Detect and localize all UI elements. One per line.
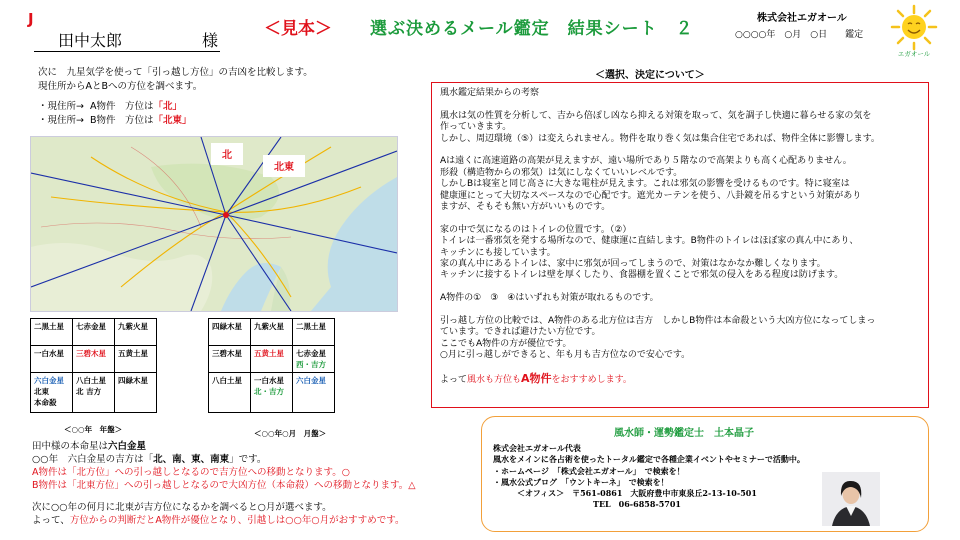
closing-prefix: よって、	[32, 515, 70, 526]
sun-logo-icon	[886, 3, 942, 59]
month-cell-br: 六白金星	[293, 373, 335, 413]
route-b-prop: B物件 方位は	[90, 115, 154, 126]
direction-map	[30, 136, 398, 312]
selection-title: ＜選択、決定について＞	[595, 70, 705, 81]
para5-line1: 引っ越し方位の比較では、A物件のある北方位は吉方 しかしB物件は本命殺という大凶方位になってしまっ	[440, 316, 876, 327]
route-b-direction: 「北東」	[153, 115, 192, 126]
route-a-label: ・現住所→	[38, 101, 84, 112]
profile-office: ＜オフィス＞ 〒561-0861 大阪府豊中市東泉丘2-13-10-501	[517, 488, 757, 499]
closing-line-1: 次に○○年の何月に北東が吉方位になるかを調べると○月が選べます。	[32, 502, 332, 513]
para4: A物件の① ③ ④はいずれも対策が取れるものです。	[440, 293, 659, 304]
lucky-dir-suffix: 」です。	[229, 454, 267, 465]
direction-explanation	[32, 440, 416, 492]
property-a-result: A物件は「北方位」への引っ越しとなるので吉方位への移動となります。○	[32, 467, 351, 478]
para1-line2: 作っていきます。	[440, 122, 512, 133]
year-cell-bc-star: 八白土星	[76, 376, 106, 385]
month-star-grid	[208, 318, 335, 413]
intro-text	[38, 66, 313, 94]
recommend-property: A物件	[521, 372, 552, 386]
consideration-head: 風水鑑定結果からの考察	[440, 88, 540, 98]
year-grid-caption: ＜○○年 年盤＞	[64, 425, 123, 434]
year-cell-mr: 五黄土星	[115, 346, 157, 373]
para1-line1: 風水は気の性質を分析して、吉から倍ぽし凶なら抑える対策を取って、気を調子し快適に暮らせる家の気を	[440, 110, 872, 121]
portrait-photo	[822, 472, 880, 526]
profile-tel: TEL 06-6858-5701	[593, 499, 681, 510]
para2-line5: ますが、そもそも無い方がいいものです。	[440, 202, 611, 213]
month-cell-tl: 四緑木星	[209, 319, 251, 346]
month-cell-bc-star: 一白水星	[254, 376, 284, 385]
year-cell-bc	[73, 373, 115, 413]
month-cell-bl: 八白土星	[209, 373, 251, 413]
year-cell-tc: 七赤金星	[73, 319, 115, 346]
month-grid-caption: ＜○○年○月 月盤＞	[254, 429, 327, 438]
route-b-label: ・現住所→	[38, 115, 84, 126]
year-cell-br: 四緑木星	[115, 373, 157, 413]
month-cell-tc: 九紫火星	[251, 319, 293, 346]
map-label-northeast: 北東	[274, 162, 294, 173]
recommend-basis: 風水も方位も	[467, 375, 522, 386]
para3-line4: 家の真ん中にあるトイレは、家中に邪気が回ってしまうので、対策はなかなか難しくなります。	[440, 259, 826, 270]
profile-details	[493, 443, 805, 511]
month-cell-mr-note: 西・吉方	[296, 360, 326, 369]
lucky-dir-prefix: ○○年 六白金星の吉方は「	[32, 454, 154, 465]
recommend-prefix: よって	[440, 375, 468, 386]
honmei-label: 田中様の本命星は	[32, 441, 109, 452]
para3-line3: キッチンにも接しています。	[440, 247, 556, 258]
month-cell-mr	[293, 346, 335, 373]
route-a-prop: A物件 方位は	[90, 101, 154, 112]
month-cell-bc	[251, 373, 293, 413]
para5-line3: ここでもA物件の方が優位です。	[440, 338, 572, 349]
sample-label: ＜見本＞	[264, 19, 332, 39]
para2-line1: Aは遠くに高速道路の高架が見えますが、遠い場所であり５階なので高架よりも高く心配ありません。	[440, 156, 852, 167]
route-a-direction: 「北」	[153, 101, 183, 112]
recommendation	[440, 373, 920, 386]
year-cell-ml: 一白水星	[31, 346, 73, 373]
month-cell-ml: 三碧木星	[209, 346, 251, 373]
month-cell-tr: 二黒土星	[293, 319, 335, 346]
month-cell-bc-note: 北・吉方	[254, 387, 284, 396]
profile-line-3: ・ホームページ 「株式会社エガオール」 で検索を！	[493, 465, 685, 476]
customer-name-line	[34, 28, 220, 52]
intro-line-1: 次に 九星気学を使って「引っ越し方位」の吉凶を比較します。	[38, 67, 313, 78]
para3-line5: キッチンに接するトイレは壁を厚くしたり、食器棚を置くことで邪気の侵入をある程度は防げます。	[440, 270, 844, 281]
year-cell-tl: 二黒土星	[31, 319, 73, 346]
profile-line-1: 株式会社エガオール代表	[493, 443, 581, 453]
para3-line2: トイレは一番邪気を発する場所なので、健康運に直結します。B物件のトイレはほぼ家の真ん中にあり、	[440, 236, 859, 247]
para1-line3: しかし、周辺環境（⑤）は変えられません。物件を取り巻く気は集合住宅であれば、物件全体に影響します。	[440, 133, 880, 144]
recommend-suffix: をおすすめします。	[551, 375, 632, 386]
para2-line2: 形殺（構造物からの邪気）は気にしなくていいレベルです。	[440, 167, 683, 178]
year-cell-bl	[31, 373, 73, 413]
year-star-grid	[30, 318, 157, 413]
month-cell-mr-star: 七赤金星	[296, 349, 326, 358]
year-cell-bc-note: 北 吉方	[76, 387, 102, 396]
honorific: 様	[201, 31, 218, 50]
year-cell-bl-note: 北東	[34, 387, 49, 396]
para5-line2: ています。できれば避けたい方位です。	[440, 327, 601, 338]
closing-conclusion: 方位からの判断だとA物件が優位となり、引越しは○○年○月がおすすめです。	[69, 515, 405, 526]
appraisal-date: ○○○○年 ○月 ○日 鑑定	[735, 30, 864, 40]
page-title: 選ぶ決めるメール鑑定 結果シート ２	[370, 19, 694, 39]
lucky-directions: 北、南、東、南東	[153, 454, 230, 465]
para3-line1: 家の中で気になるのはトイレの位置です。（②）	[440, 224, 632, 235]
para2-line4: 健康運にとって大切なスペースなので心配です。遮光カーテンを使う、八卦鏡を吊るすという対策があり	[440, 190, 862, 201]
intro-line-2: 現住所からAとBへの方位を調べます。	[38, 81, 203, 92]
honmei-star: 六白金星	[108, 441, 147, 452]
logo-text: エガオール	[897, 50, 931, 58]
company-name: 株式会社エガオール	[757, 13, 847, 24]
direction-summary	[38, 100, 192, 128]
month-cell-mc: 五黄土星	[251, 346, 293, 373]
year-cell-mc: 三碧木星	[73, 346, 115, 373]
map-label-north: 北	[222, 150, 232, 161]
property-b-result: B物件は「北東方位」への引っ越しとなるので大凶方位（本命殺）への移動となります。△	[32, 480, 416, 491]
year-cell-bl-star: 六白金星	[34, 376, 64, 385]
profile-line-2: 風水をメインに各占術を使ったトータル鑑定で各種企業イベントやセミナーで活動中。	[493, 454, 805, 465]
j-mark: J	[28, 10, 34, 28]
year-cell-bl-note2: 本命殺	[34, 398, 57, 407]
para2-line3: しかしBは寝室と同じ高さに大きな電柱が見えます。これは邪気の影響を受けるものです。特に寝室は	[440, 179, 850, 190]
year-cell-tr: 九紫火星	[115, 319, 157, 346]
consideration-box	[431, 82, 929, 408]
profile-title: 風水師・運勢鑑定士 土本晶子	[614, 428, 754, 439]
para5-line4: ○月に引っ越しができると、年も月も吉方位なので安心です。	[440, 350, 691, 361]
profile-line-4: ・風水公式ブログ 「ウントキーネ」 で検索を！	[493, 476, 669, 487]
closing-text	[32, 501, 405, 527]
customer-name: 田中太郎	[58, 31, 123, 50]
